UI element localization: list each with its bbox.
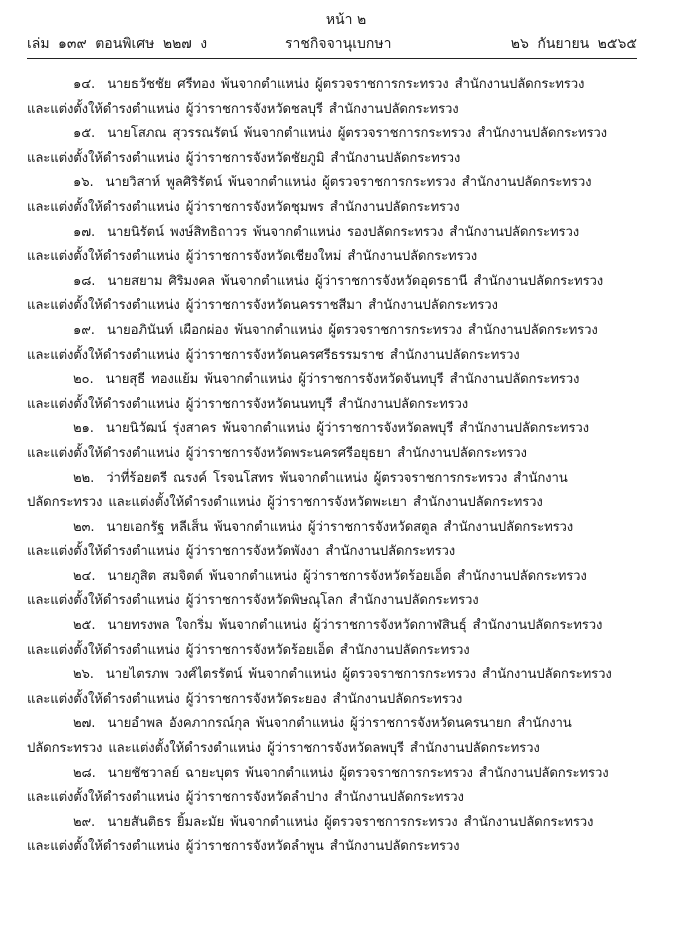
entry-first-line [27, 270, 637, 295]
entry-text: นายนิวัฒน์ รุ่งสาคร พ้นจากตำแหน่ง ผู้ว่าราชการจังหวัดลพบุรี สำนักงานปลัดกระทรวง [105, 421, 589, 437]
entry-first-line [27, 762, 637, 787]
entry-number: ๑๙. [73, 322, 95, 338]
entry-continuation: และแต่งตั้งให้ดำรงตำแหน่ง ผู้ว่าราชการจังหวัดชัยภูมิ สำนักงานปลัดกระทรวง [27, 150, 461, 166]
entry-first-line [27, 811, 637, 836]
entry-number: ๑๘. [73, 273, 96, 289]
entry-text: นายนิรัตน์ พงษ์สิทธิถาวร พ้นจากตำแหน่ง รองปลัดกระทรวง สำนักงานปลัดกระทรวง [107, 224, 579, 240]
volume-issue: เล่ม ๑๓๙ ตอนพิเศษ ๒๒๗ ง [27, 36, 208, 52]
appointment-entry [27, 467, 637, 516]
entry-first-line [27, 516, 637, 541]
running-header [27, 34, 637, 54]
entry-text: นายเอกรัฐ หลีเส็น พ้นจากตำแหน่ง ผู้ว่าราชการจังหวัดสตูล สำนักงานปลัดกระทรวง [106, 519, 574, 535]
entry-number: ๒๓. [73, 519, 95, 535]
entry-text: นายสุธี ทองแย้ม พ้นจากตำแหน่ง ผู้ว่าราชการจังหวัดจันทบุรี สำนักงานปลัดกระทรวง [105, 372, 580, 388]
entry-text: นายไตรภพ วงศ์ไตรรัตน์ พ้นจากตำแหน่ง ผู้ตรวจราชการกระทรวง สำนักงานปลัดกระทรวง [105, 667, 612, 683]
entry-first-line [27, 565, 637, 590]
publication-title: ราชกิจจานุเบกษา [285, 36, 392, 52]
entry-continuation: และแต่งตั้งให้ดำรงตำแหน่ง ผู้ว่าราชการจังหวัดร้อยเอ็ด สำนักงานปลัดกระทรวง [27, 642, 470, 658]
header-divider [27, 58, 637, 59]
entry-continuation: และแต่งตั้งให้ดำรงตำแหน่ง ผู้ว่าราชการจังหวัดเชียงใหม่ สำนักงานปลัดกระทรวง [27, 249, 478, 265]
entry-number: ๒๒. [73, 470, 95, 486]
entry-text: นายโสภณ สุวรรณรัตน์ พ้นจากตำแหน่ง ผู้ตรวจราชการกระทรวง สำนักงานปลัดกระทรวง [107, 126, 607, 142]
entry-text: นายสยาม ศิริมงคล พ้นจากตำแหน่ง ผู้ว่าราชการจังหวัดอุดรธานี สำนักงานปลัดกระทรวง [107, 273, 604, 289]
entry-first-line [27, 467, 637, 492]
appointment-entry [27, 171, 637, 220]
entry-continuation: ปลัดกระทรวง และแต่งตั้งให้ดำรงตำแหน่ง ผู้ว่าราชการจังหวัดลพบุรี สำนักงานปลัดกระทรวง [27, 741, 540, 757]
document-body [27, 73, 637, 860]
entry-number: ๒๐. [73, 372, 94, 388]
entry-text: นายสันติธร ยิ้มละมัย พ้นจากตำแหน่ง ผู้ตรวจราชการกระทรวง สำนักงานปลัดกระทรวง [107, 814, 594, 830]
entry-number: ๒๕. [73, 618, 96, 634]
page-number: หน้า ๒ [325, 12, 367, 28]
entry-text: ว่าที่ร้อยตรี ณรงค์ โรจนโสทร พ้นจากตำแหน่ง ผู้ตรวจราชการกระทรวง สำนักงาน [106, 470, 568, 486]
entry-number: ๒๖. [73, 667, 94, 683]
publication-date: ๒๖ กันยายน ๒๕๖๕ [510, 36, 637, 52]
entry-first-line [27, 122, 637, 147]
entry-continuation: และแต่งตั้งให้ดำรงตำแหน่ง ผู้ว่าราชการจังหวัดพิษณุโลก สำนักงานปลัดกระทรวง [27, 593, 479, 609]
entry-number: ๒๙. [73, 814, 96, 830]
entry-text: นายธวัชชัย ศรีทอง พ้นจากตำแหน่ง ผู้ตรวจราชการกระทรวง สำนักงานปลัดกระทรวง [107, 77, 585, 92]
entry-number: ๒๗. [73, 716, 96, 732]
entry-continuation: และแต่งตั้งให้ดำรงตำแหน่ง ผู้ว่าราชการจังหวัดระยอง สำนักงานปลัดกระทรวง [27, 691, 463, 707]
entry-number: ๑๗. [73, 224, 96, 240]
entry-continuation: และแต่งตั้งให้ดำรงตำแหน่ง ผู้ว่าราชการจังหวัดลำพูน สำนักงานปลัดกระทรวง [27, 839, 460, 855]
entry-first-line [27, 368, 637, 393]
entry-number: ๒๘. [73, 765, 96, 781]
entry-continuation: และแต่งตั้งให้ดำรงตำแหน่ง ผู้ว่าราชการจังหวัดนครศรีธรรมราช สำนักงานปลัดกระทรวง [27, 347, 520, 363]
appointment-entry [27, 516, 637, 565]
appointment-entry [27, 762, 637, 811]
entry-first-line [27, 417, 637, 442]
entry-continuation: ปลัดกระทรวง และแต่งตั้งให้ดำรงตำแหน่ง ผู้ว่าราชการจังหวัดพะเยา สำนักงานปลัดกระทรวง [27, 495, 543, 511]
appointment-entry [27, 368, 637, 417]
entry-first-line [27, 614, 637, 639]
entry-number: ๑๖. [73, 175, 94, 191]
entry-continuation: และแต่งตั้งให้ดำรงตำแหน่ง ผู้ว่าราชการจังหวัดชลบุรี สำนักงานปลัดกระทรวง [27, 101, 459, 117]
appointment-entry [27, 417, 637, 466]
entry-continuation: และแต่งตั้งให้ดำรงตำแหน่ง ผู้ว่าราชการจังหวัดพระนครศรีอยุธยา สำนักงานปลัดกระทรวง [27, 445, 527, 461]
appointment-entry [27, 663, 637, 712]
appointment-entry [27, 122, 637, 171]
appointment-entry [27, 712, 637, 761]
entry-text: นายทรงพล ใจกริ่ม พ้นจากตำแหน่ง ผู้ว่าราชการจังหวัดกาฬสินธุ์ สำนักงานปลัดกระทรวง [107, 618, 603, 634]
appointment-entry [27, 565, 637, 614]
entry-number: ๒๔. [73, 568, 96, 584]
entry-first-line [27, 171, 637, 196]
entry-number: ๒๑. [73, 421, 94, 437]
entry-number: ๑๔. [73, 77, 96, 92]
entry-first-line [27, 712, 637, 737]
entry-continuation: และแต่งตั้งให้ดำรงตำแหน่ง ผู้ว่าราชการจังหวัดลำปาง สำนักงานปลัดกระทรวง [27, 790, 464, 806]
entry-text: นายอภินันท์ เผือกผ่อง พ้นจากตำแหน่ง ผู้ตรวจราชการกระทรวง สำนักงานปลัดกระทรวง [106, 322, 598, 338]
appointment-entry [27, 614, 637, 663]
entry-text: นายอำพล อังคภากรณ์กุล พ้นจากตำแหน่ง ผู้ว่าราชการจังหวัดนครนายก สำนักงาน [107, 716, 572, 732]
entry-text: นายชัชวาลย์ ฉายะบุตร พ้นจากตำแหน่ง ผู้ตรวจราชการกระทรวง สำนักงานปลัดกระทรวง [107, 765, 609, 781]
entry-continuation: และแต่งตั้งให้ดำรงตำแหน่ง ผู้ว่าราชการจังหวัดนครราชสีมา สำนักงานปลัดกระทรวง [27, 298, 498, 314]
appointment-entry [27, 221, 637, 270]
appointment-entry [27, 811, 637, 860]
entry-text: นายภูสิต สมจิตต์ พ้นจากตำแหน่ง ผู้ว่าราชการจังหวัดร้อยเอ็ด สำนักงานปลัดกระทรวง [107, 568, 587, 584]
entry-first-line [27, 73, 637, 98]
entry-continuation: และแต่งตั้งให้ดำรงตำแหน่ง ผู้ว่าราชการจังหวัดพังงา สำนักงานปลัดกระทรวง [27, 544, 456, 560]
entry-text: นายวิสาห์ พูลศิริรัตน์ พ้นจากตำแหน่ง ผู้ตรวจราชการกระทรวง สำนักงานปลัดกระทรวง [105, 175, 592, 191]
entry-first-line [27, 663, 637, 688]
entry-continuation: และแต่งตั้งให้ดำรงตำแหน่ง ผู้ว่าราชการจังหวัดชุมพร สำนักงานปลัดกระทรวง [27, 199, 460, 215]
entry-continuation: และแต่งตั้งให้ดำรงตำแหน่ง ผู้ว่าราชการจังหวัดนนทบุรี สำนักงานปลัดกระทรวง [27, 396, 469, 412]
entry-first-line [27, 221, 637, 246]
entry-number: ๑๕. [73, 126, 96, 142]
entry-first-line [27, 319, 637, 344]
appointment-entry [27, 270, 637, 319]
appointment-entry [27, 319, 637, 368]
appointment-entry [27, 73, 637, 122]
